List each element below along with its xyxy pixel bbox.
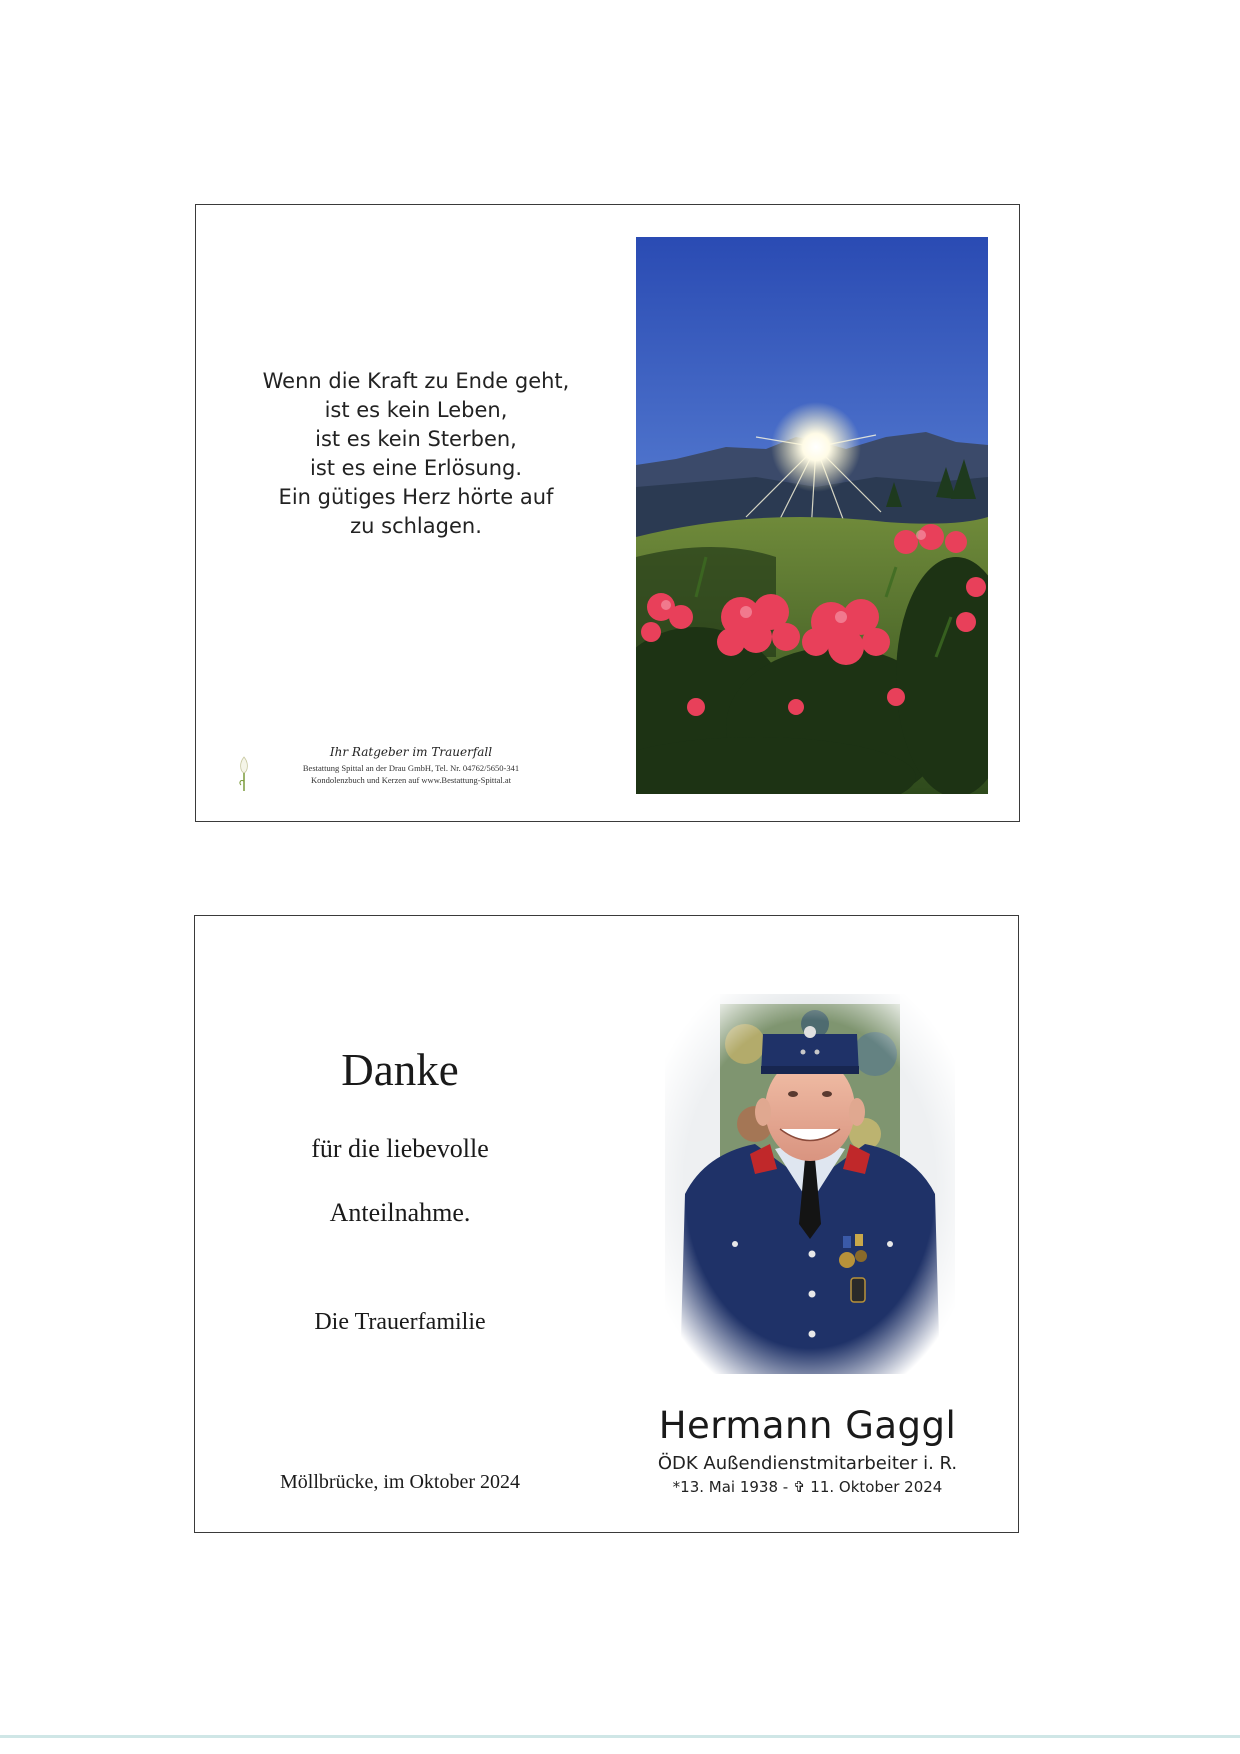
life-dates: *13. Mai 1938 - ✞ 11. Oktober 2024 xyxy=(672,1478,943,1496)
poem-line: ist es kein Sterben, xyxy=(315,427,517,451)
signature: Die Trauerfamilie xyxy=(314,1309,486,1335)
memorial-card-back xyxy=(194,915,1019,1533)
deceased-role: ÖDK Außendienstmitarbeiter i. R. xyxy=(657,1453,958,1474)
poem-line: ist es eine Erlösung. xyxy=(309,456,523,480)
poem-line: Ein gütiges Herz hörte auf xyxy=(278,485,554,509)
funeral-home-contact: Bestattung Spittal an der Drau GmbH, Tel. Nr. 04762/5650-341 xyxy=(302,763,520,773)
thanks-title: Danke xyxy=(341,1045,459,1095)
mountain-sunrise-photo xyxy=(636,237,988,794)
poem-line: ist es kein Leben, xyxy=(324,398,508,422)
lily-icon xyxy=(236,753,252,793)
place-date: Möllbrücke, im Oktober 2024 xyxy=(280,1471,520,1493)
thanks-line: Anteilnahme. xyxy=(329,1198,471,1227)
funeral-home-website: Kondolenzbuch und Kerzen auf www.Bestattung-Spittal.at xyxy=(310,775,512,785)
memorial-card-front xyxy=(195,204,1020,822)
funeral-home-info xyxy=(236,745,566,795)
poem-line: zu schlagen. xyxy=(350,514,482,538)
funeral-home-slogan: Ihr Ratgeber im Trauerfall xyxy=(329,745,493,759)
deceased-name: Hermann Gaggl xyxy=(658,1404,957,1447)
portrait-photo xyxy=(665,994,955,1374)
poem-line: Wenn die Kraft zu Ende geht, xyxy=(262,369,570,393)
poem xyxy=(226,367,606,541)
scan-edge-line xyxy=(0,1735,1240,1738)
thanks-line: für die liebevolle xyxy=(311,1134,489,1163)
